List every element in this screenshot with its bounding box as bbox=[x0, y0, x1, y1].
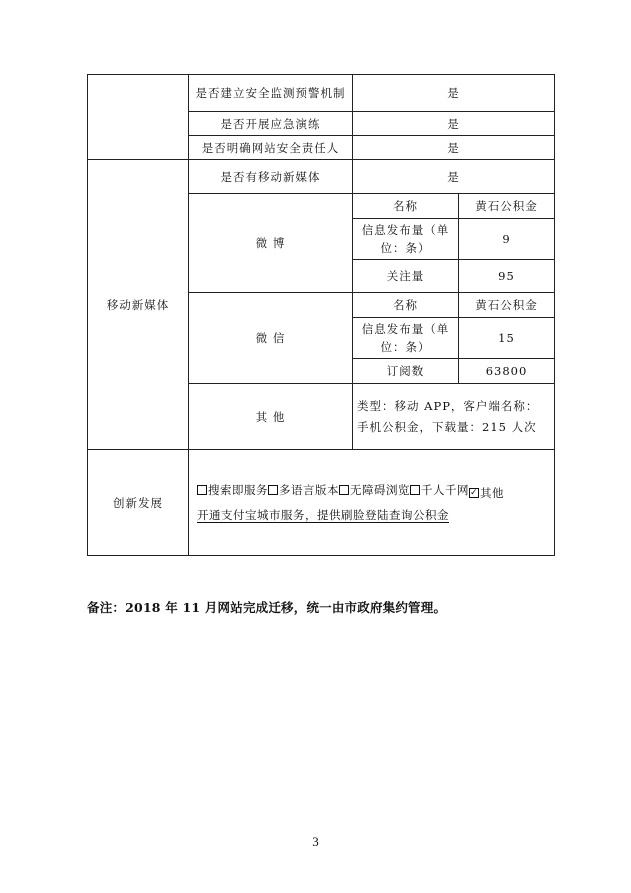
other-label: 其 他 bbox=[189, 384, 353, 450]
weibo-followers-label: 关注量 bbox=[353, 260, 459, 293]
table-row bbox=[88, 160, 555, 194]
weibo-name-label: 名称 bbox=[353, 194, 459, 219]
wechat-subscribers-value: 63800 bbox=[459, 359, 555, 384]
row-label: 是否明确网站安全责任人 bbox=[189, 136, 353, 160]
wechat-posts-value: 15 bbox=[459, 318, 555, 359]
weibo-posts-value: 9 bbox=[459, 219, 555, 260]
footnote: 备注：2018 年 11 月网站完成迁移，统一由市政府集约管理。 bbox=[87, 600, 447, 615]
wechat-label: 微 信 bbox=[189, 293, 353, 384]
checkbox-icon[interactable] bbox=[268, 485, 278, 495]
row-label: 是否建立安全监测预警机制 bbox=[189, 75, 353, 112]
row-value: 是 bbox=[353, 136, 555, 160]
page-number: 3 bbox=[312, 834, 319, 849]
wechat-name-label: 名称 bbox=[353, 293, 459, 318]
option-multilingual[interactable]: 多语言版本 bbox=[268, 479, 339, 501]
blank-section-cell bbox=[88, 75, 189, 160]
other-value: 类型：移动 APP，客户端名称：手机公积金，下载量：215 人次 bbox=[353, 384, 555, 450]
row-value: 是 bbox=[353, 160, 555, 194]
option-other[interactable]: ✓ 其他 bbox=[470, 486, 504, 500]
table-row bbox=[88, 450, 555, 556]
option-personalized[interactable]: 千人千网 bbox=[410, 479, 469, 501]
report-table bbox=[87, 74, 555, 556]
innovation-cell bbox=[189, 450, 555, 556]
weibo-posts-label: 信息发布量（单位：条） bbox=[353, 219, 459, 260]
checkbox-icon[interactable] bbox=[339, 485, 349, 495]
wechat-name-value: 黄石公积金 bbox=[459, 293, 555, 318]
innovation-other-text: 开通支付宝城市服务，提供刷脸登陆查询公积金 bbox=[197, 508, 449, 522]
option-accessibility[interactable]: 无障碍浏览 bbox=[339, 479, 410, 501]
row-value: 是 bbox=[353, 75, 555, 112]
table-row bbox=[88, 75, 555, 112]
row-label: 是否有移动新媒体 bbox=[189, 160, 353, 194]
checkbox-icon[interactable] bbox=[197, 485, 207, 495]
checked-checkbox-icon[interactable]: ✓ bbox=[470, 488, 479, 498]
innovation-options bbox=[197, 479, 546, 504]
option-search-as-service[interactable]: 搜索即服务 bbox=[197, 479, 268, 501]
row-value: 是 bbox=[353, 112, 555, 136]
innovation-section-label: 创新发展 bbox=[88, 450, 189, 556]
weibo-name-value: 黄石公积金 bbox=[459, 194, 555, 219]
wechat-posts-label: 信息发布量（单位：条） bbox=[353, 318, 459, 359]
checkbox-icon[interactable] bbox=[410, 485, 420, 495]
wechat-subscribers-label: 订阅数 bbox=[353, 359, 459, 384]
row-label: 是否开展应急演练 bbox=[189, 112, 353, 136]
mobile-media-section-label: 移动新媒体 bbox=[88, 160, 189, 450]
weibo-followers-value: 95 bbox=[459, 260, 555, 293]
weibo-label: 微 博 bbox=[189, 194, 353, 293]
